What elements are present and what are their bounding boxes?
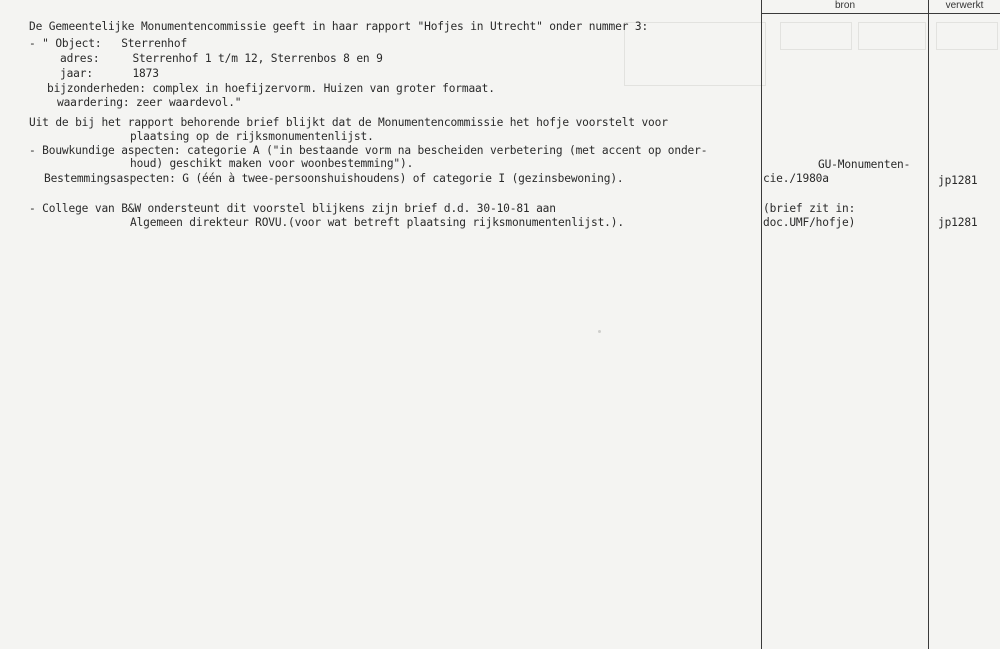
header-rule <box>761 13 1000 14</box>
paper-smudge <box>598 330 601 333</box>
bron-entry-1a: GU-Monumenten- <box>818 158 911 171</box>
text-line-jaar: jaar: 1873 <box>60 67 159 80</box>
bleed-through-stamp <box>858 22 926 50</box>
column-header-verwerkt: verwerkt <box>945 0 984 11</box>
bleed-through-stamp <box>936 22 998 50</box>
bron-entry-2a: (brief zit in: <box>763 202 856 215</box>
text-line-onderhoud: houd) geschikt maken voor woonbestemming"). <box>130 157 414 170</box>
text-line-waardering: waardering: zeer waardevol." <box>57 96 242 109</box>
text-line-bijzonderheden: bijzonderheden: complex in hoefijzervorm. Huizen van groter formaat. <box>47 82 495 95</box>
text-line-college: - College van B&W ondersteunt dit voorstel blijkens zijn brief d.d. 30-10-81 aan <box>29 202 556 215</box>
text-line-adres: adres: Sterrenhof 1 t/m 12, Sterrenbos 8 en 9 <box>60 52 383 65</box>
column-rule-bron <box>761 0 762 649</box>
text-line-bestemming: Bestemmingsaspecten: G (één à twee-persoonshuishoudens) of categorie I (gezinsbewoning). <box>44 172 624 185</box>
column-header-bron: bron <box>834 0 855 11</box>
text-line-intro: De Gemeentelijke Monumentencommissie geeft in haar rapport "Hofjes in Utrecht" onder nummer 3: <box>29 20 649 33</box>
text-line-rapport: Uit de bij het rapport behorende brief blijkt dat de Monumentencommissie het hofje voorstelt voor <box>29 116 668 129</box>
text-line-rovu: Algemeen direkteur ROVU.(voor wat betreft plaatsing rijksmonumentenlijst.). <box>130 216 624 229</box>
text-line-plaatsing: plaatsing op de rijksmonumentenlijst. <box>130 130 374 143</box>
verwerkt-entry-2: jp1281 <box>938 216 978 229</box>
bleed-through-stamp <box>780 22 852 50</box>
text-line-bouwkundig: - Bouwkundige aspecten: categorie A ("in bestaande vorm na bescheiden verbetering (met accent op onder- <box>29 144 708 157</box>
bron-entry-1b: cie./1980a <box>763 172 829 185</box>
bron-entry-2b: doc.UMF/hofje) <box>763 216 856 229</box>
column-rule-verwerkt <box>928 0 929 649</box>
verwerkt-entry-1: jp1281 <box>938 174 978 187</box>
text-line-object: - " Object: Sterrenhof <box>29 37 188 50</box>
